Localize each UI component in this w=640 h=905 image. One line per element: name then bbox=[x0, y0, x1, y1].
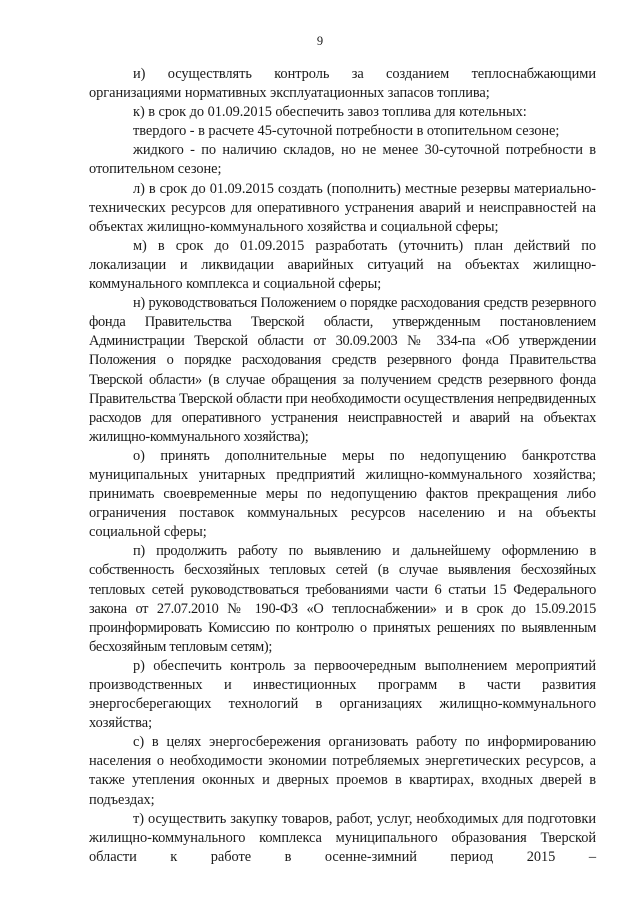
paragraph-liquid-fuel: жидкого - по наличию складов, но не менее 30-суточной потребности в отопительном сезоне; bbox=[89, 142, 596, 178]
paragraph-n: н) руководствоваться Положением о порядке расходования средств резервного фонда Правительства Тверской области, утвержденным постановлением Администрации Тверской области от 30.09.2003 № 334-па «Об утверждении Положения о порядке расходования средств резервного фонда Правительства Тверской области» (в случае обращения за получением средств резервного фонда Правительства Тверской области при необходимости осуществления непредвиденных расходов для оперативного устранения неисправностей и аварий на объектах жилищно-коммунального хозяйства); bbox=[89, 295, 596, 445]
paragraph-p: п) продолжить работу по выявлению и дальнейшему оформлению в собственность бесхозяйных тепловых сетей (в случае выявления бесхозяйных тепловых сетей руководствоваться требованиями части 6 статьи 15 Федерального закона от 27.07.2010 № 190-ФЗ «О теплоснабжении» и в срок до 15.09.2015 проинформировать Комиссию по контролю о принятых решениях по выявленным бесхозяйным тепловым сетям); bbox=[89, 543, 596, 655]
paragraph-t: т) осуществить закупку товаров, работ, услуг, необходимых для подготовки жилищно-коммунального комплекса муниципального образования Тверской области к работе в осенне-зимний период 2015 – bbox=[89, 810, 596, 865]
paragraph-k: к) в срок до 01.09.2015 обеспечить завоз топлива для котельных: bbox=[133, 104, 527, 121]
page-number: 9 bbox=[316, 34, 324, 48]
paragraph-solid-fuel: твердого - в расчете 45-суточной потребности в отопительном сезоне; bbox=[133, 123, 560, 140]
document-body bbox=[89, 65, 596, 867]
paragraph-l: л) в срок до 01.09.2015 создать (пополнить) местные резервы материально-технических ресурсов для оперативного устранения аварий и неисправностей на объектах жилищно-коммунального хозяйства и социальной сферы; bbox=[89, 180, 596, 235]
paragraph-s: с) в целях энергосбережения организовать работу по информированию населения о необходимости экономии потребляемых энергетических ресурсов, а также утепления оконных и дверных проемов в квартирах, входных дверей в подъездах; bbox=[89, 734, 596, 808]
paragraph-i: и) осуществлять контроль за созданием теплоснабжающими организациями нормативных эксплуатационных запасов топлива; bbox=[89, 66, 596, 102]
paragraph-r: р) обеспечить контроль за первоочередным выполнением мероприятий производственных и инвестиционных программ в части развития энергосберегающих технологий в организациях жилищно-коммунального хозяйства; bbox=[89, 657, 596, 732]
paragraph-m: м) в срок до 01.09.2015 разработать (уточнить) план действий по локализации и ликвидации аварийных ситуаций на объектах жилищно-коммунального комплекса и социальной сферы; bbox=[89, 237, 596, 293]
paragraph-o: о) принять дополнительные меры по недопущению банкротства муниципальных унитарных предприятий жилищно-коммунального хозяйства; принимать своевременные меры по недопущению фактов прекращения либо ограничения поставок коммунальных ресурсов населению и на объекты социальной сферы; bbox=[89, 447, 596, 541]
